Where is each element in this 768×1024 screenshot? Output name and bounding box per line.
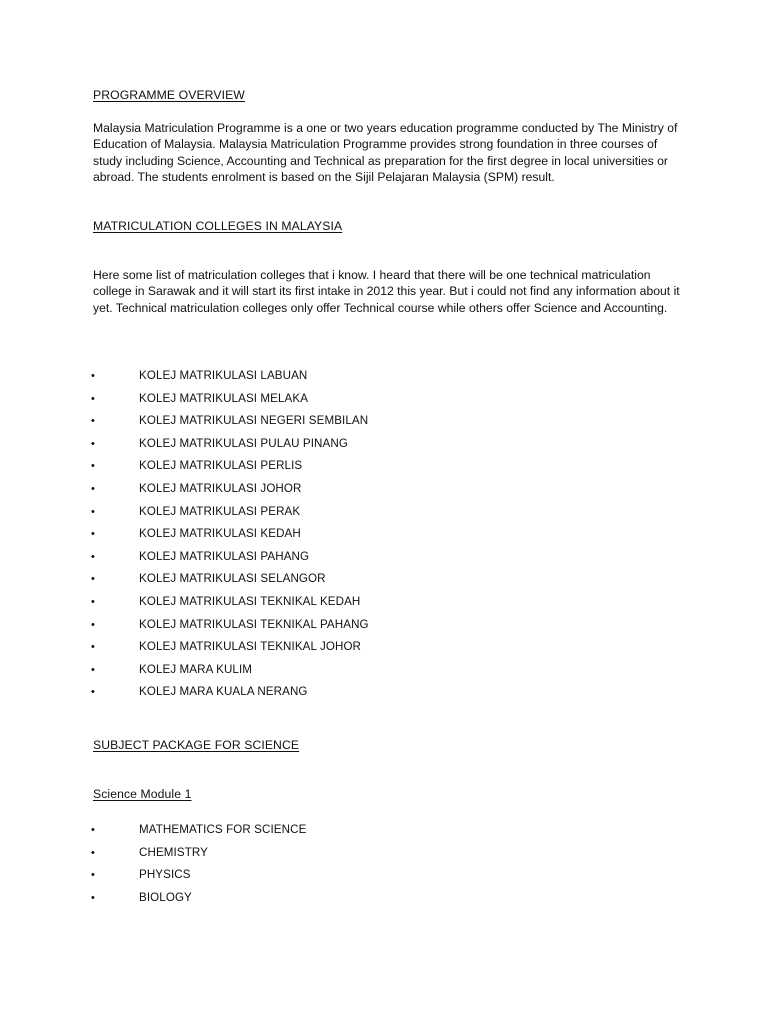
list-item-text: KOLEJ MATRIKULASI PERLIS — [139, 459, 303, 473]
heading-matriculation-colleges: MATRICULATION COLLEGES IN MALAYSIA — [93, 219, 343, 233]
list-item-text: KOLEJ MATRIKULASI PULAU PINANG — [139, 436, 348, 450]
list-item-text: KOLEJ MATRIKULASI NEGERI SEMBILAN — [139, 414, 369, 428]
list-item-text: BIOLOGY — [139, 890, 192, 904]
bullet-icon: • — [91, 618, 95, 631]
bullet-icon: • — [91, 482, 95, 495]
list-item-text: KOLEJ MARA KULIM — [139, 662, 253, 676]
list-item-text: MATHEMATICS FOR SCIENCE — [139, 823, 307, 836]
heading-programme-overview: PROGRAMME OVERVIEW — [93, 88, 245, 102]
list-item-text: KOLEJ MATRIKULASI SELANGOR — [139, 572, 326, 586]
bullet-icon: • — [91, 415, 95, 428]
bullet-icon: • — [91, 869, 95, 882]
paragraph-overview: Malaysia Matriculation Programme is a one or two years education programme conducted by The Ministry of Education of Malaysia. Malaysia Matriculation Programme provides strong foundation in three courses of study including Science, Accounting and Technical as preparation for the first degree in local universities or abroad. The students enrolment is based on the Sijil Pelajaran Malaysia (SPM) result. — [93, 121, 678, 184]
bullet-icon: • — [91, 528, 95, 541]
list-item-text: CHEMISTRY — [139, 845, 208, 859]
bullet-icon: • — [91, 891, 95, 904]
bullet-icon: • — [91, 460, 95, 473]
list-item-text: KOLEJ MATRIKULASI KEDAH — [139, 527, 301, 541]
list-item-text: KOLEJ MARA KUALA NERANG — [139, 685, 308, 699]
list-item-text: KOLEJ MATRIKULASI LABUAN — [139, 369, 308, 382]
list-item-text: KOLEJ MATRIKULASI PERAK — [139, 504, 301, 518]
list-item-text: KOLEJ MATRIKULASI TEKNIKAL PAHANG — [139, 617, 369, 631]
list-item-text: KOLEJ MATRIKULASI JOHOR — [139, 481, 302, 495]
paragraph-colleges: Here some list of matriculation colleges that i know. I heard that there will be one technical matriculation college in Sarawak and it will start its first intake in 2012 this year. But i could not find any information about it yet. Technical matriculation colleges only offer Technical course while others offer Science and Accounting. — [93, 268, 680, 315]
bullet-icon: • — [91, 595, 95, 608]
list-item-text: KOLEJ MATRIKULASI TEKNIKAL JOHOR — [139, 640, 362, 654]
bullet-icon: • — [91, 550, 95, 563]
bullet-icon: • — [91, 573, 95, 586]
heading-subject-package-science: SUBJECT PACKAGE FOR SCIENCE — [93, 738, 300, 752]
bullet-icon: • — [91, 686, 95, 699]
list-item-text: PHYSICS — [139, 868, 191, 882]
list-item-text: KOLEJ MATRIKULASI PAHANG — [139, 549, 310, 563]
bullet-icon: • — [91, 505, 95, 518]
heading-science-module-1: Science Module 1 — [93, 787, 192, 801]
bullet-icon: • — [91, 437, 95, 450]
bullet-icon: • — [91, 824, 95, 836]
bullet-icon: • — [91, 663, 95, 676]
list-item-text: KOLEJ MATRIKULASI MELAKA — [139, 391, 309, 405]
list-item-text: KOLEJ MATRIKULASI TEKNIKAL KEDAH — [139, 594, 361, 608]
bullet-icon: • — [91, 370, 95, 382]
bullet-icon: • — [91, 641, 95, 654]
bullet-icon: • — [91, 392, 95, 405]
bullet-icon: • — [91, 846, 95, 859]
